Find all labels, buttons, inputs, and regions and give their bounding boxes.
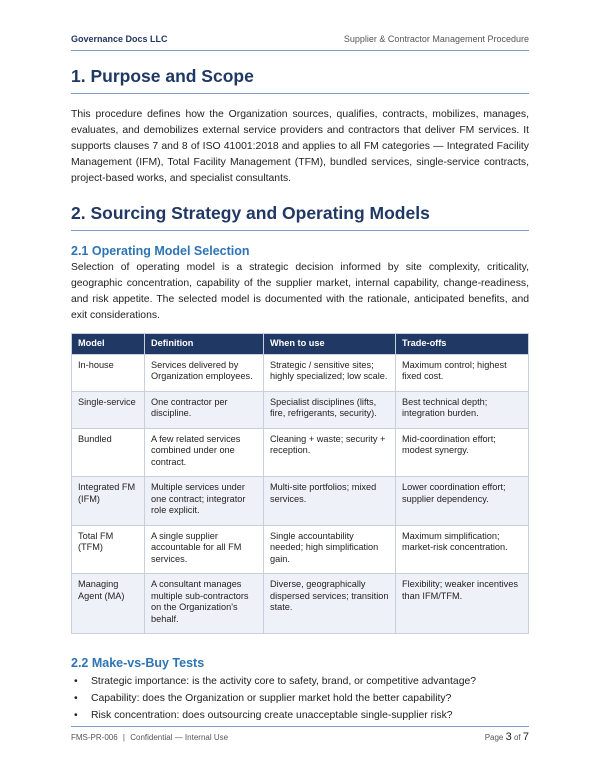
table-cell: Integrated FM (IFM): [72, 477, 145, 526]
table-header-model: Model: [72, 334, 145, 355]
table-row: [72, 391, 529, 428]
page-number: 3: [505, 731, 512, 743]
table-cell: Cleaning + waste; security + reception.: [264, 428, 396, 477]
table-row: [72, 477, 529, 526]
list-item: [71, 707, 529, 724]
table-cell: Multi-site portfolios; mixed services.: [264, 477, 396, 526]
bullet-icon: •: [74, 676, 78, 687]
table-cell: A single supplier accountable for all FM services.: [145, 525, 264, 574]
table-row: [72, 525, 529, 574]
table-row: [72, 574, 529, 634]
table-cell: Total FM (TFM): [72, 525, 145, 574]
table-header-trade-offs: Trade-offs: [396, 334, 529, 355]
table-cell: Single accountability needed; high simplification gain.: [264, 525, 396, 574]
table-cell: A consultant manages multiple sub-contractors on the Organization's behalf.: [145, 574, 264, 634]
table-cell: A few related services combined under one contract.: [145, 428, 264, 477]
table-row: [72, 428, 529, 477]
table-cell: Single-service: [72, 391, 145, 428]
total-pages: 7: [522, 731, 529, 743]
table-header-definition: Definition: [145, 334, 264, 355]
list-item: [71, 690, 529, 707]
page-indicator: [485, 731, 529, 743]
table-cell: Services delivered by Organization employees.: [145, 354, 264, 391]
classification-label: Confidential — Internal Use: [130, 733, 229, 742]
bullet-icon: •: [74, 693, 78, 704]
list-item-text: Strategic importance: is the activity core to safety, brand, or competitive advantage?: [91, 676, 477, 687]
subsection-2-1-heading: 2.1 Operating Model Selection: [71, 244, 250, 258]
page-content: [71, 66, 529, 724]
page-footer: [71, 726, 529, 743]
of-label: of: [513, 733, 521, 742]
subsection-2-2-heading: 2.2 Make-vs-Buy Tests: [71, 656, 205, 670]
footer-separator: |: [122, 733, 125, 742]
list-item-text: Capability: does the Organization or supplier market hold the better capability?: [91, 693, 452, 704]
table-cell: Strategic / sensitive sites; highly specialized; low scale.: [264, 354, 396, 391]
section-1-heading: 1. Purpose and Scope: [71, 66, 529, 94]
table-cell: Specialist disciplines (lifts, fire, refrigerants, security).: [264, 391, 396, 428]
table-cell: One contractor per discipline.: [145, 391, 264, 428]
footer-left: [71, 733, 228, 742]
table-cell: Best technical depth; integration burden.: [396, 391, 529, 428]
table-cell: Lower coordination effort; supplier dependency.: [396, 477, 529, 526]
table-cell: Diverse, geographically dispersed services; transition state.: [264, 574, 396, 634]
subsection-2-1-body: Selection of operating model is a strategic decision informed by site complexity, criticality, geographic concentration, capability of the supplier market, internal capability, change-readiness, and risk appetite. The selected model is documented with the rationale, anticipated benefits, and exit considerations.: [71, 262, 529, 321]
page-header: [71, 34, 529, 51]
list-item: [71, 673, 529, 690]
table-cell: Mid-coordination effort; modest synergy.: [396, 428, 529, 477]
table-cell: Maximum control; highest fixed cost.: [396, 354, 529, 391]
table-header-when-to-use: When to use: [264, 334, 396, 355]
organization-name: Governance Docs LLC: [71, 34, 168, 44]
section-1-body: This procedure defines how the Organization sources, qualifies, contracts, mobilizes, manages, evaluates, and demobilizes external service providers and contractors that deliver FM services. It supports clauses 7 and 8 of ISO 41001:2018 and applies to all FM categories — Integrated Facility Management (IFM), Total Facility Management (TFM), bundled services, single-service contracts, project-based works, and specialist consultants.: [71, 109, 529, 184]
table-cell: Bundled: [72, 428, 145, 477]
make-vs-buy-list: [71, 673, 529, 724]
document-title: Supplier & Contractor Management Procedure: [343, 34, 529, 44]
table-row: [72, 354, 529, 391]
section-2-heading: 2. Sourcing Strategy and Operating Models: [71, 203, 529, 231]
table-cell: Maximum simplification; market-risk concentration.: [396, 525, 529, 574]
table-header-row: [72, 334, 529, 355]
table-cell: Multiple services under one contract; integrator role explicit.: [145, 477, 264, 526]
list-item-text: Risk concentration: does outsourcing create unacceptable single-supplier risk?: [91, 710, 453, 721]
table-cell: In-house: [72, 354, 145, 391]
table-cell: Flexibility; weaker incentives than IFM/TFM.: [396, 574, 529, 634]
document-id: FMS-PR-006: [71, 733, 118, 742]
table-cell: Managing Agent (MA): [72, 574, 145, 634]
operating-model-table: [71, 333, 529, 634]
bullet-icon: •: [74, 710, 78, 721]
page-label: Page: [484, 733, 504, 742]
